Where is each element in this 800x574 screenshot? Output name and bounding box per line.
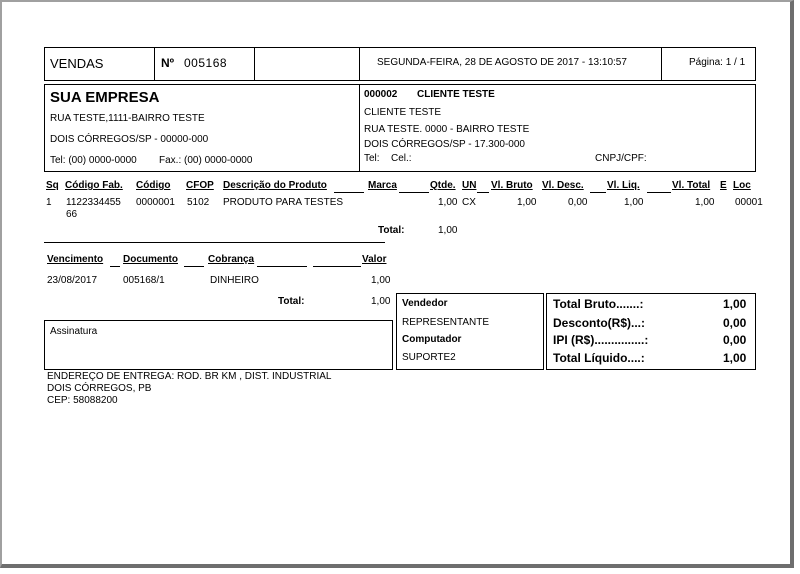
col-loc: Loc: [733, 180, 751, 191]
company-name: SUA EMPRESA: [50, 89, 160, 106]
total-bruto-value: 1,00: [723, 297, 747, 311]
pay-total-value: 1,00: [371, 296, 391, 307]
col-vl-desc: Vl. Desc.: [542, 180, 584, 191]
pay-col-documento: Documento: [123, 254, 178, 265]
col-sq: Sq: [46, 180, 59, 191]
item-vl-bruto: 1,00: [517, 197, 537, 208]
col-underline: [184, 266, 204, 267]
entrega-line-2: DOIS CÓRREGOS, PB: [47, 383, 152, 394]
pay-col-vencimento: Vencimento: [47, 254, 104, 265]
pay-col-cobranca: Cobrança: [208, 254, 255, 265]
header-divider: [359, 47, 360, 81]
client-city: DOIS CÓRREGOS/SP - 17.300-000: [364, 139, 525, 150]
company-city: DOIS CÓRREGOS/SP - 00000-000: [50, 134, 209, 145]
item-vl-total: 1,00: [695, 197, 715, 208]
item-vl-liq: 1,00: [624, 197, 644, 208]
client-code: 000002: [364, 89, 398, 100]
pay-documento: 005168/1: [123, 275, 165, 286]
col-underline: [399, 192, 429, 193]
desconto-label: Desconto(R$)...:: [553, 316, 646, 330]
col-codigo: Código: [136, 180, 171, 191]
pay-cobranca: DINHEIRO: [210, 275, 259, 286]
numero-value: 005168: [184, 56, 228, 70]
vendedor-value: REPRESENTANTE: [402, 317, 490, 328]
computador-value: SUPORTE2: [402, 352, 456, 363]
col-descricao: Descrição do Produto: [223, 180, 327, 191]
header-divider: [661, 47, 662, 81]
header-divider: [154, 47, 155, 81]
col-underline: [313, 266, 361, 267]
client-cel: Cel.:: [391, 153, 412, 164]
ipi-value: 0,00: [723, 333, 747, 347]
item-un: CX: [462, 197, 476, 208]
item-vl-desc: 0,00: [568, 197, 588, 208]
signature-label: Assinatura: [50, 326, 98, 337]
total-liquido-value: 1,00: [723, 351, 747, 365]
info-divider: [359, 84, 360, 172]
client-name: CLIENTE TESTE: [364, 107, 442, 118]
entrega-line-1: ENDEREÇO DE ENTREGA: ROD. BR KM , DIST. INDUSTRIAL: [47, 371, 332, 382]
client-cnpj: CNPJ/CPF:: [595, 153, 647, 164]
desconto-value: 0,00: [723, 316, 747, 330]
item-codigo-fab: 1122334455: [66, 197, 121, 208]
item-loc: 00001: [735, 197, 763, 208]
computador-label: Computador: [402, 334, 462, 345]
header-datetime: SEGUNDA-FEIRA, 28 DE AGOSTO DE 2017 - 13:10:57: [377, 57, 627, 68]
items-total-value: 1,00: [438, 225, 458, 236]
col-qtde: Qtde.: [430, 180, 456, 191]
item-cfop: 5102: [187, 197, 210, 208]
col-underline: [334, 192, 364, 193]
total-liquido-label: Total Líquido....:: [553, 351, 645, 365]
col-underline: [110, 266, 120, 267]
total-bruto-label: Total Bruto.......:: [553, 297, 644, 311]
col-underline: [647, 192, 671, 193]
col-vl-liq: Vl. Liq.: [607, 180, 640, 191]
item-codigo: 0000001: [136, 197, 175, 208]
col-marca: Marca: [368, 180, 397, 191]
items-total-label: Total:: [378, 225, 405, 236]
header-divider: [254, 47, 255, 81]
pay-vencimento: 23/08/2017: [47, 275, 98, 286]
ipi-label: IPI (R$)...............:: [553, 333, 649, 347]
col-underline: [477, 192, 489, 193]
col-vl-total: Vl. Total: [672, 180, 711, 191]
client-address: RUA TESTE. 0000 - BAIRRO TESTE: [364, 124, 530, 135]
vendas-label: VENDAS: [50, 56, 104, 71]
company-tel: Tel: (00) 0000-0000: [50, 155, 137, 166]
col-e: E: [720, 180, 727, 191]
item-sq: 1: [46, 197, 52, 208]
col-cfop: CFOP: [186, 180, 214, 191]
vendedor-label: Vendedor: [402, 298, 448, 309]
pay-total-label: Total:: [278, 296, 305, 307]
entrega-line-3: CEP: 58088200: [47, 395, 118, 406]
item-codigo-fab-cont: 66: [66, 209, 78, 220]
col-underline: [257, 266, 307, 267]
client-title: CLIENTE TESTE: [417, 89, 495, 100]
pay-valor: 1,00: [371, 275, 391, 286]
col-un: UN: [462, 180, 477, 191]
item-descricao: PRODUTO PARA TESTES: [223, 197, 344, 208]
company-fax: Fax.: (00) 0000-0000: [159, 155, 253, 166]
section-divider: [44, 242, 385, 243]
page-number: Página: 1 / 1: [689, 57, 746, 68]
company-address: RUA TESTE,1111-BAIRRO TESTE: [50, 113, 205, 124]
col-codigo-fab: Código Fab.: [65, 180, 123, 191]
item-qtde: 1,00: [438, 197, 458, 208]
col-underline: [590, 192, 606, 193]
numero-label: Nº: [161, 56, 175, 70]
client-tel: Tel:: [364, 153, 380, 164]
col-vl-bruto: Vl. Bruto: [491, 180, 533, 191]
pay-col-valor: Valor: [362, 254, 387, 265]
